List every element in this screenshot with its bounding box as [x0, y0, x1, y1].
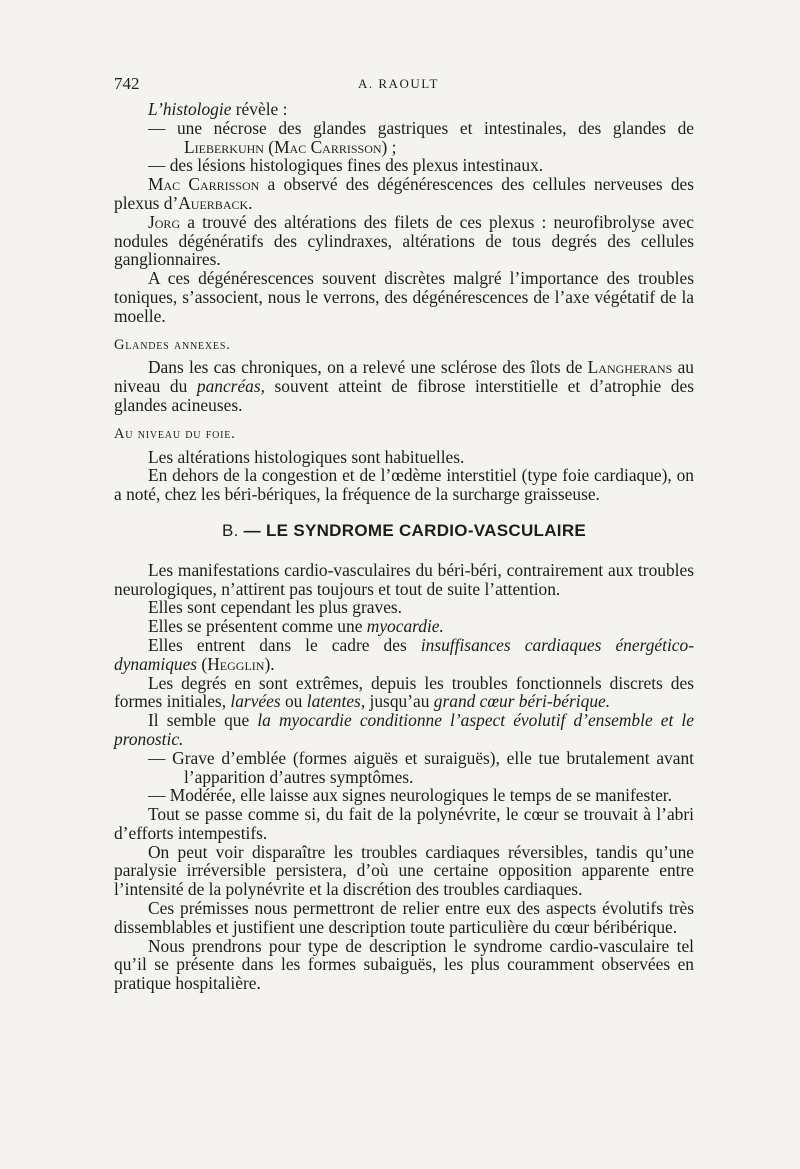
author-auerback: Auerback: [178, 192, 249, 213]
paragraph-text: a observé des dégénérescences des cellules nerveuses des plexus d’: [114, 174, 694, 213]
paragraph-text: jusqu’au: [365, 691, 434, 712]
term-latentes: latentes,: [306, 691, 366, 712]
intro-rest: révèle :: [231, 99, 288, 119]
body-text: [114, 100, 694, 993]
paragraph-text: au niveau du: [114, 357, 694, 397]
paragraph-cardio-9: Ces prémisses nous permettront de relier entre eux des aspects évolutifs très dissemblables et justifient une description toute particulière du cœur béribérique.: [114, 898, 694, 937]
paragraph-cardio-5: [114, 674, 694, 712]
term-insuffisances: insuffisances cardiaques énergético-dynamiques: [114, 634, 694, 674]
list-item-glands: [114, 119, 694, 157]
list-item-moderee: — Modérée, elle laisse aux signes neurologiques le temps de se manifester.: [148, 785, 672, 806]
paragraph-text: Il semble que: [148, 710, 258, 731]
author-langherans: Langherans: [587, 357, 673, 378]
paragraph-cardio-1: Les manifestations cardio-vasculaires du béri-béri, contrairement aux troubles neurologiques, n’attirent pas toujours et tout de suite l’attention.: [114, 559, 694, 599]
paragraph-text: Dans les cas chroniques, on a relevé une sclérose des îlots de: [148, 357, 583, 378]
paragraph-mac-carrisson: [114, 175, 694, 213]
term-myocardie-pronostic: la myocardie conditionne l’aspect évolutif d’ensemble et le pronostic.: [114, 710, 694, 749]
author-hegglin: Hegglin: [207, 653, 265, 674]
page-number: 742: [114, 74, 140, 93]
list-item-glands-text: — une nécrose des glandes gastriques et intestinales, des glandes de: [148, 117, 694, 138]
running-title: A. RAOULT: [358, 76, 439, 91]
section-heading: — LE SYNDROME CARDIO-VASCULAIRE: [243, 520, 587, 540]
paragraph-glandes: [114, 358, 694, 414]
paren-close: ) ;: [381, 136, 397, 157]
paragraph-foie-1: Les altérations histologiques sont habituelles.: [148, 446, 465, 467]
list-item-lesions: — des lésions histologiques fines des plexus intestinaux.: [148, 155, 544, 176]
paragraph-cardio-7: Tout se passe comme si, du fait de la polynévrite, le cœur se trouvait à l’abri d’efforts intempestifs.: [114, 804, 694, 843]
author-name: Mac Carrisson: [148, 174, 260, 195]
heading-glandes-annexes: Glandes annexes.: [114, 336, 231, 353]
section-label: B.: [221, 520, 239, 540]
paren-open: (: [197, 653, 208, 674]
paragraph-jorg: [114, 213, 694, 269]
heading-foie: Au niveau du foie.: [114, 425, 236, 442]
paragraph-text: a trouvé des altérations des filets de ces plexus : neurofibrolyse avec nodules dégénératifs des cylindraxes, altérations de tous degrés des cellules ganglionnaires.: [114, 211, 694, 270]
section-title: [114, 522, 694, 541]
term-myocardie: myocardie.: [366, 616, 444, 637]
paragraph-cardio-8: On peut voir disparaître les troubles cardiaques réversibles, tandis qu’une paralysie irréversible persistera, d’où une certaine opposition apparente entre l’intensité de la polynévrite et la discrétion des troubles cardiaques.: [114, 841, 694, 900]
paragraph-cardio-2: Elles sont cependant les plus graves.: [148, 597, 403, 618]
paragraph-cardio-6: [114, 711, 694, 749]
term-pancreas: pancréas,: [196, 376, 265, 397]
author-mac-carrisson: Mac Carrisson: [274, 136, 382, 157]
paren-close: ).: [264, 653, 275, 674]
term-larvees: larvées: [230, 691, 281, 712]
intro-paragraph: [148, 100, 694, 119]
paragraph-cardio-10: Nous prendrons pour type de description le syndrome cardio-vasculaire tel qu’il se présente dans les formes subaiguës, les plus couramment observées en pratique hospitalière.: [114, 935, 694, 994]
author-lieberkuhn: Lieberkuhn: [184, 136, 264, 157]
intro-italic: L’histologie: [148, 99, 232, 119]
paragraph-cardio-4: [114, 636, 694, 674]
paragraph-text: souvent atteint de fibrose interstitielle et d’atrophie des glandes acineuses.: [114, 376, 694, 415]
paragraph-text: Elles entrent dans le cadre des: [148, 634, 421, 655]
paragraph-text: ou: [280, 691, 307, 712]
paren-open: (: [263, 136, 275, 157]
paragraph-foie-2: En dehors de la congestion et de l’œdème interstitiel (type foie cardiaque), on a noté, chez les béri-bériques, la fréquence de la surcharge graisseuse.: [114, 465, 694, 505]
paragraph-text: Les degrés en sont extrêmes, depuis les troubles fonctionnels discrets des formes initiales,: [114, 672, 694, 712]
running-head: [114, 70, 694, 100]
period: .: [248, 192, 253, 213]
paragraph-text: Elles se présentent comme une: [148, 616, 367, 637]
list-item-grave: — Grave d’emblée (formes aiguës et suraiguës), elle tue brutalement avant l’apparition d’autres symptômes.: [148, 747, 694, 787]
paragraph-cardio-3: [114, 617, 694, 636]
paragraph-degenerescences: A ces dégénérescences souvent discrètes malgré l’importance des troubles toniques, s’associent, nous le verrons, des dégénérescences de l’axe végétatif de la moelle.: [114, 268, 694, 326]
page: [114, 70, 694, 993]
term-grand-coeur: grand cœur béri-bérique.: [433, 691, 611, 712]
author-jorg: Jorg: [148, 211, 181, 232]
